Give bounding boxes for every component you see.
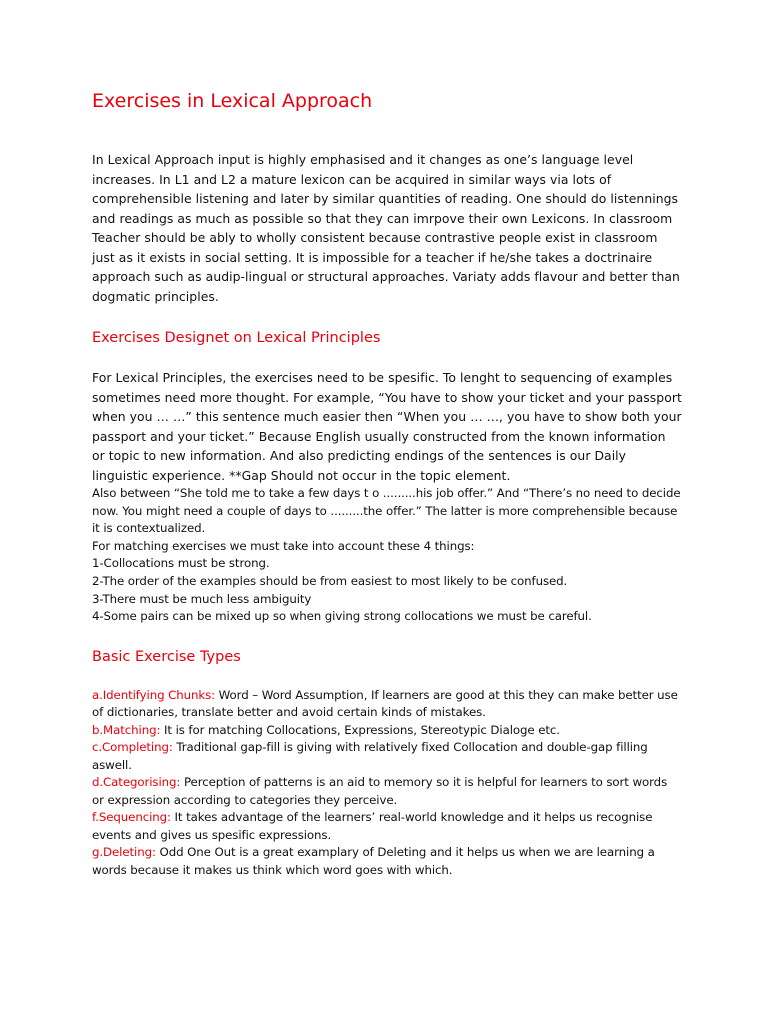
exercise-type-label: c.Completing: — [92, 740, 173, 755]
matching-rule-1: 1-Collocations must be strong. — [92, 556, 270, 571]
exercise-type-description: It takes advantage of the learners’ real-world knowledge and it helps us recognise events and gives us spesific expressions. — [92, 810, 653, 842]
intro-paragraph: In Lexical Approach input is highly emphasised and it changes as one’s language level increases. In L1 and L2 a mature lexicon can be acquired in similar ways via lots of comprehensible listening and later by similar quantities of reading. One should do listennings and readings as much as possible so that they can imrpove their own Lexicons. In classroom Teacher should be ably to wholly consistent because contrastive people exist in classroom just as it exists in social setting. It is impossible for a teacher if he/she takes a doctrinaire approach such as audip-lingual or structural approaches. Variaty adds flavour and better than dogmatic principles. — [92, 152, 680, 304]
exercise-type-description: Perception of patterns is an aid to memory so it is helpful for learners to sort words or expression according to categories they perceive. — [92, 775, 668, 807]
exercise-type-label: d.Categorising: — [92, 775, 181, 790]
matching-rule-4: 4-Some pairs can be mixed up so when giving strong collocations we must be careful. — [92, 609, 592, 624]
exercise-type-item — [92, 844, 682, 879]
exercise-type-item — [92, 809, 682, 844]
section-heading-basic-exercise-types: Basic Exercise Types — [92, 648, 241, 665]
document-title: Exercises in Lexical Approach — [92, 90, 373, 112]
exercise-type-item — [92, 687, 682, 722]
exercise-type-item — [92, 739, 682, 774]
document-content — [92, 88, 682, 879]
exercise-type-label: f.Sequencing: — [92, 810, 171, 825]
exercise-type-description: It is for matching Collocations, Expressions, Stereotypic Dialoge etc. — [160, 722, 560, 737]
exercise-type-description: Traditional gap-fill is giving with relatively fixed Collocation and double-gap filling aswell. — [92, 740, 648, 772]
exercise-type-label: b.Matching: — [92, 722, 161, 737]
exercise-type-label: g.Deleting: — [92, 845, 156, 860]
matching-rule-3: 3-There must be much less ambiguity — [92, 591, 312, 606]
exercise-type-description: Odd One Out is a great examplary of Deleting and it helps us when we are learning a words because it makes us think which word goes with which. — [92, 845, 655, 877]
section-heading-lexical-principles: Exercises Designet on Lexical Principles — [92, 330, 381, 346]
exercise-type-label: a.Identifying Chunks: — [92, 687, 216, 702]
lexical-principles-paragraph: For Lexical Principles, the exercises need to be spesific. To lenght to sequencing of examples sometimes need more thought. For example, “You have to show your ticket and your passport when you … …” this sentence much easier then “When you … …, you have to show both your passport and your ticket.” Because English usually constructed from the known information or topic to new information. And also predicting endings of the sentences is our Daily linguistic experience. **Gap Should not occur in the topic element. — [92, 370, 682, 483]
matching-rule-2: 2-The order of the examples should be from easiest to most likely to be confused. — [92, 573, 568, 588]
exercise-type-item — [92, 774, 682, 809]
gap-example-paragraph: Also between “She told me to take a few days t o .........his job offer.” And “There’s no need to decide now. You might need a couple of days to .........the offer.” The latter is more comprehensible because it is contextualized. — [92, 486, 681, 536]
exercise-type-description: Word – Word Assumption, If learners are good at this they can make better use of dictionaries, translate better and avoid certain kinds of mistakes. — [92, 687, 678, 720]
matching-intro-line: For matching exercises we must take into account these 4 things: — [92, 538, 475, 553]
exercise-type-item — [92, 722, 682, 740]
